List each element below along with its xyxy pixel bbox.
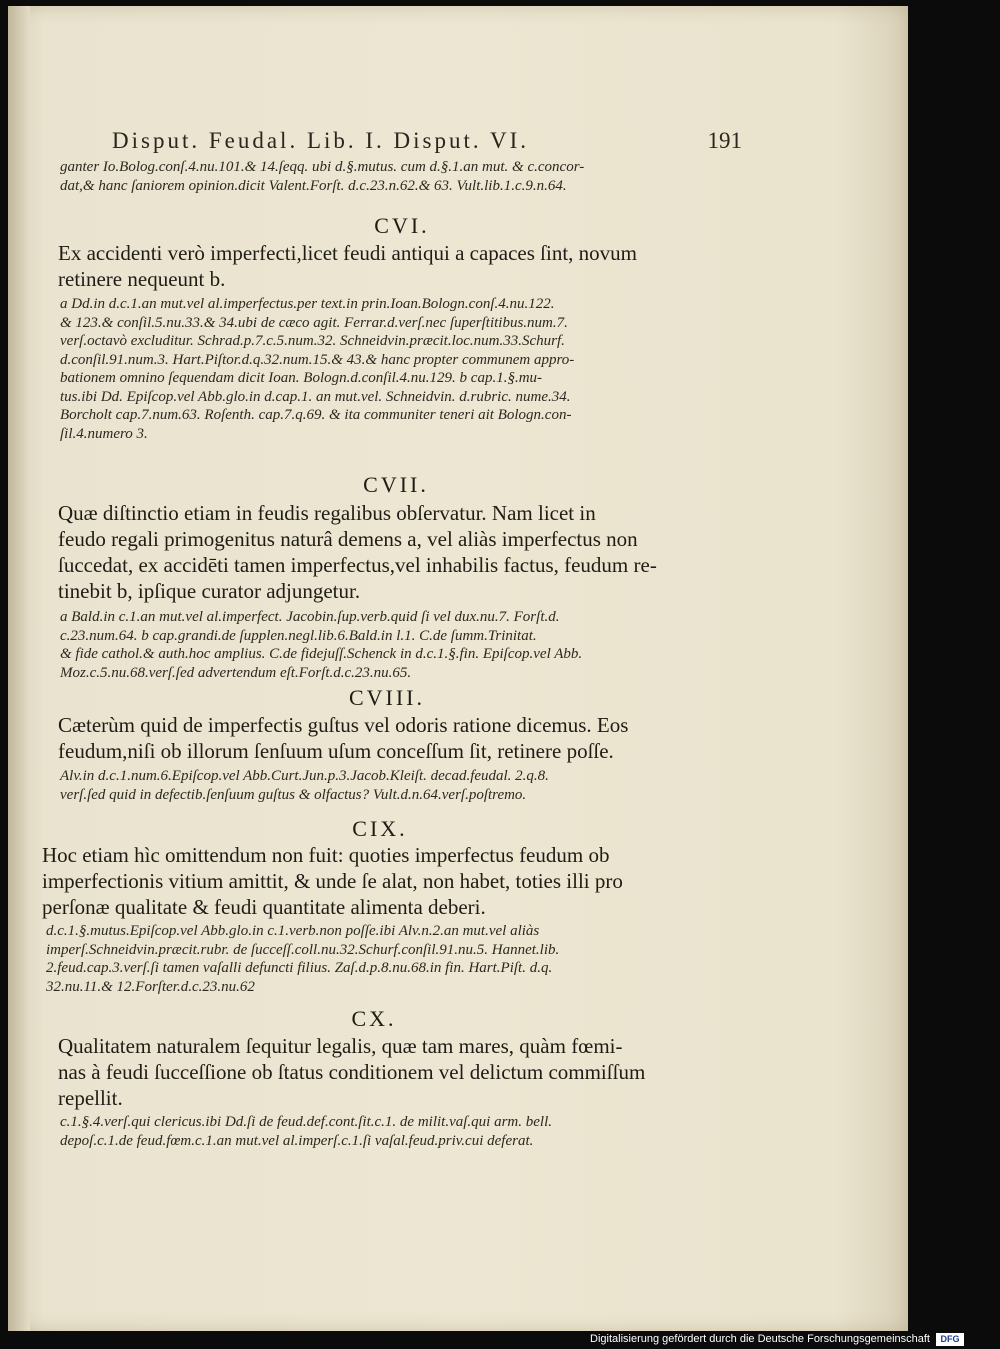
section-heading-cx: CX. <box>351 1006 397 1031</box>
page-gutter-shadow <box>8 6 30 1331</box>
intro-footnote: ganter Io.Bolog.conſ.4.nu.101.& 14.ſeqq. ubi d.§.mutus. cum d.§.1.an mut. & c.concor- dat,& hanc ſaniorem opinion.dicit Valent.Forſt. d.c.23.n.62.& 63. Vult.lib.1.c.9.n.64. <box>60 159 585 194</box>
section-body-cix: Hoc etiam hìc omittendum non fuit: quoties imperfectus feudum ob imperfectionis vitium amittit, & unde ſe alat, non habet, toties illi pro perſonæ qualitate & feudi quantitate alimenta deberi. <box>42 843 623 919</box>
running-title: Disput. Feudal. Lib. I. Disput. VI. <box>112 128 529 153</box>
section-heading-cix: CIX. <box>352 816 408 841</box>
dfg-logo: DFG <box>936 1333 964 1346</box>
page-number: 191 <box>707 128 742 153</box>
section-heading-cvi: CVI. <box>374 213 430 238</box>
section-body-cvi: Ex accidenti verò imperfecti,licet feudi antiqui a capaces ſint, novum retinere nequeunt b. <box>58 241 638 291</box>
section-heading-cviii: CVIII. <box>348 685 426 710</box>
digitization-credit: Digitalisierung gefördert durch die Deutsche Forschungsgemeinschaft <box>590 1333 930 1345</box>
section-body-cviii: Cæterùm quid de imperfectis guſtus vel odoris ratione dicemus. Eos feudum,niſi ob illorum ſenſuum uſum conceſſum ſit, retinere poſſe. <box>58 713 629 763</box>
running-header <box>112 128 742 154</box>
section-footnote-cvi: a Dd.in d.c.1.an mut.vel al.imperfectus.per text.in prin.Ioan.Bologn.conſ.4.nu.122. & 123.& conſil.5.nu.33.& 34.ubi de cæco agit. Ferrar.d.verſ.nec ſuperſtitibus.num.7. verſ.octavò excluditur. Schrad.p.7.c.5.num.32. Schneidvin.præcit.loc.num.33.Schurf. d.conſil.91.num.3. Hart.Piſtor.d.q.32.num.15.& 43.& hanc propter communem appro- bationem omnino ſequendam dicit Ioan. Bologn.d.conſil.4.nu.129. b cap.1.§.mu- tus.ibi Dd. Epiſcop.vel Abb.glo.in d.cap.1. an mut.vel. Schneidvin. d.rubric. nume.34. Borcholt cap.7.num.63. Roſenth. cap.7.q.69. & ita communiter teneri ait Bologn.con- ſil.4.numero 3. <box>60 296 575 442</box>
section-footnote-cvii: a Bald.in c.1.an mut.vel al.imperfect. Jacobin.ſup.verb.quid ſi vel dux.nu.7. Forſt.d. c.23.num.64. b cap.grandi.de ſupplen.negl.lib.6.Bald.in l.1. C.de ſumm.Trinitat. & fide cathol.& auth.hoc amplius. C.de fidejuſſ.Schenck in d.c.1.§.fin. Epiſcop.vel Abb. Moz.c.5.nu.68.verſ.ſed advertendum eſt.Forſt.d.c.23.nu.65. <box>60 609 583 681</box>
section-footnote-cx: c.1.§.4.verſ.qui clericus.ibi Dd.ſi de feud.def.cont.ſit.c.1. de milit.vaſ.qui arm. bell. depoſ.c.1.de feud.fœm.c.1.an mut.vel al.imperſ.c.1.ſi vaſal.feud.priv.cui deferat. <box>60 1114 552 1149</box>
section-footnote-cviii: Alv.in d.c.1.num.6.Epiſcop.vel Abb.Curt.Jun.p.3.Jacob.Kleiſt. decad.feudal. 2.q.8. verſ.ſed quid in defectib.ſenſuum guſtus & olfactus? Vult.d.n.64.verſ.poſtremo. <box>60 768 549 803</box>
section-body-cvii: Quæ diſtinctio etiam in feudis regalibus obſervatur. Nam licet in feudo regali primogenitus naturâ demens a, vel aliàs imperfectus non ſuccedat, ex accidēti tamen imperfectus,vel inhabilis factus, feudum re- tinebit b, ipſique curator adjungetur. <box>58 501 657 603</box>
section-heading-cvii: CVII. <box>363 472 429 497</box>
section-body-cx: Qualitatem naturalem ſequitur legalis, quæ tam mares, quàm fœmi- nas à feudi ſucceſſione ob ſtatus conditionem vel delictum commiſſum repellit. <box>58 1034 646 1110</box>
section-footnote-cix: d.c.1.§.mutus.Epiſcop.vel Abb.glo.in c.1.verb.non poſſe.ibi Alv.n.2.an mut.vel aliàs imperſ.Schneidvin.præcit.rubr. de ſucceſſ.coll.nu.32.Schurf.conſil.91.nu.5. Hannet.lib. 2.feud.cap.3.verſ.ſi tamen vaſalli defuncti filius. Zaſ.d.p.8.nu.68.in fin. Hart.Piſt. d.q. 32.nu.11.& 12.Forſter.d.c.23.nu.62 <box>46 923 560 995</box>
